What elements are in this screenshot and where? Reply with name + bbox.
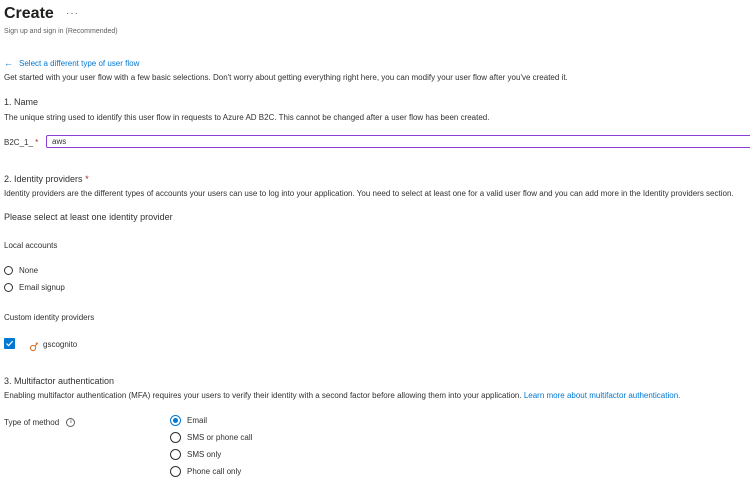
user-flow-name-input[interactable]: aws: [46, 135, 750, 148]
more-options-button[interactable]: ···: [66, 8, 79, 19]
radio-button-selected[interactable]: [170, 415, 181, 426]
identity-heading-text: 2. Identity providers: [4, 174, 83, 184]
radio-label: Email signup: [19, 283, 65, 292]
mfa-section-description: [4, 391, 680, 400]
name-section-heading: 1. Name: [4, 97, 39, 107]
local-account-option-none[interactable]: [4, 266, 38, 275]
radio-button[interactable]: [170, 466, 181, 477]
mfa-option-phone-call-only[interactable]: [170, 466, 241, 477]
type-of-method-label: [4, 418, 75, 427]
checkmark-icon: [5, 339, 14, 348]
gscognito-label: gscognito: [43, 340, 78, 349]
radio-button[interactable]: [170, 432, 181, 443]
gscognito-checkbox[interactable]: [4, 338, 15, 349]
learn-more-mfa-link[interactable]: Learn more about multifactor authentication.: [523, 391, 681, 400]
select-different-flow-link[interactable]: [4, 58, 139, 68]
required-mark: *: [85, 174, 89, 184]
identity-provider-warning: Please select at least one identity provider: [4, 212, 173, 222]
arrow-left-icon: ←: [4, 58, 13, 68]
mfa-option-email[interactable]: [170, 415, 207, 426]
required-mark: *: [35, 138, 39, 147]
identity-section-description: Identity providers are the different types of accounts your users can use to log into your application. You need to select at least one for a valid user flow and you can add more in the Identity providers section.: [4, 189, 734, 198]
radio-label: SMS only: [187, 450, 222, 459]
type-of-method-text: Type of method: [4, 418, 60, 427]
identity-section-heading: [4, 174, 89, 184]
radio-label: SMS or phone call: [187, 433, 253, 442]
name-prefix-text: B2C_1_: [4, 138, 33, 147]
info-icon[interactable]: i: [66, 418, 75, 427]
radio-button[interactable]: [4, 266, 13, 275]
radio-button[interactable]: [4, 283, 13, 292]
back-link-label: Select a different type of user flow: [19, 58, 140, 68]
radio-button[interactable]: [170, 449, 181, 460]
custom-providers-label: Custom identity providers: [4, 313, 95, 322]
mfa-option-sms-only[interactable]: [170, 449, 221, 460]
openid-connect-icon: [29, 339, 39, 357]
local-accounts-label: Local accounts: [4, 241, 58, 250]
local-account-option-email-signup[interactable]: [4, 283, 65, 292]
intro-text: Get started with your user flow with a few basic selections. Don't worry about getting everything right here, you can modify your user flow after you've created it.: [4, 73, 568, 82]
mfa-description-text: Enabling multifactor authentication (MFA) requires your users to verify their identity with a second factor before allowing them into your application.: [4, 391, 522, 400]
page-title: Create: [4, 5, 54, 22]
page-subtitle: Sign up and sign in (Recommended): [4, 28, 118, 35]
radio-label: None: [19, 266, 39, 275]
name-prefix-label: [4, 138, 38, 147]
radio-label: Phone call only: [187, 467, 242, 476]
radio-label: Email: [187, 416, 208, 425]
name-section-description: The unique string used to identify this user flow in requests to Azure AD B2C. This cannot be changed after a user flow has been created.: [4, 113, 490, 122]
mfa-option-sms-or-phone[interactable]: [170, 432, 252, 443]
mfa-section-heading: 3. Multifactor authentication: [4, 376, 115, 386]
